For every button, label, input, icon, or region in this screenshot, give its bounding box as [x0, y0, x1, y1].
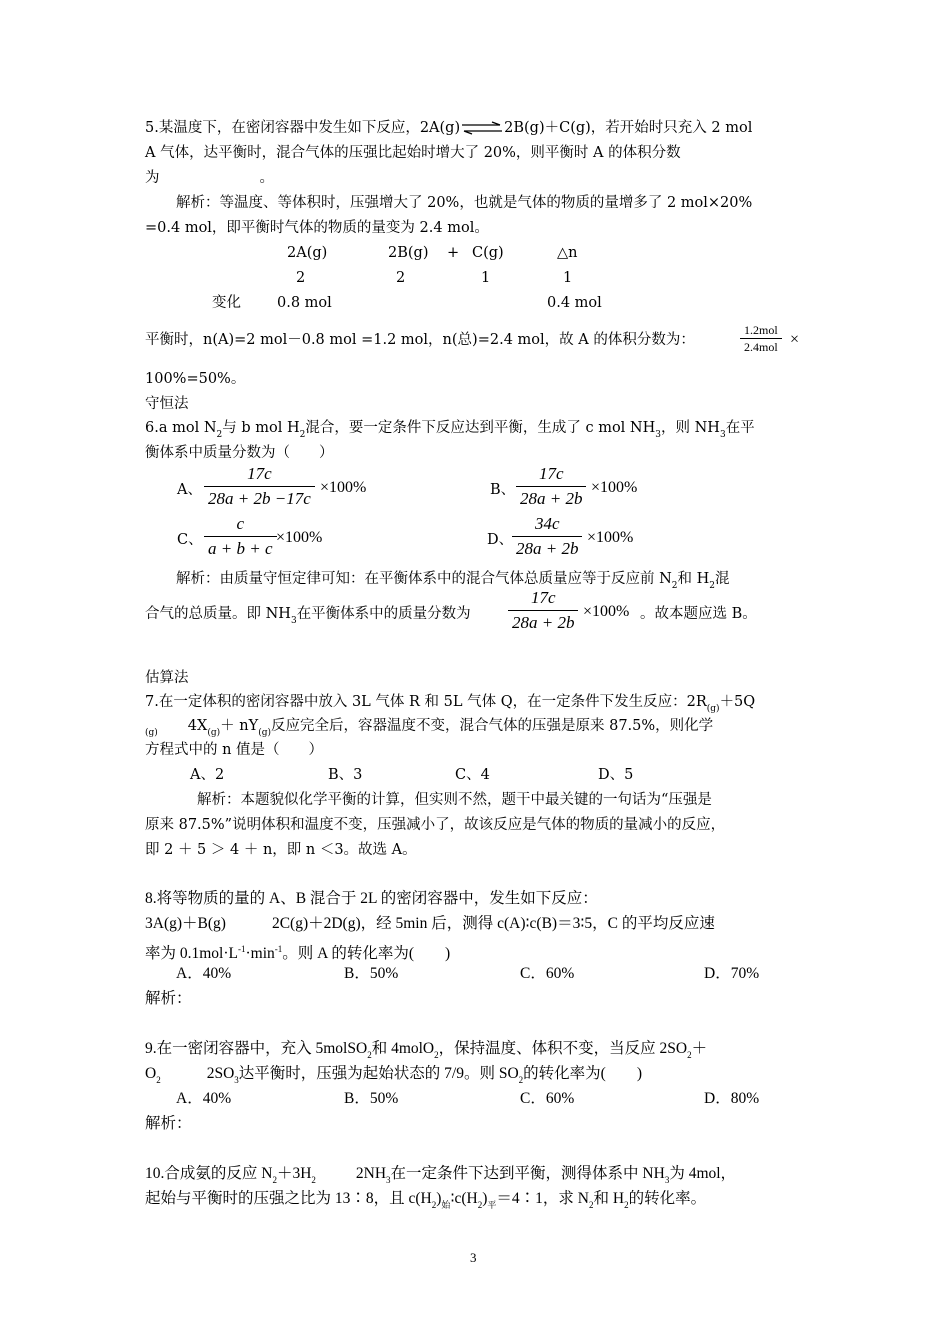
- q7-option-a: A、2: [190, 767, 225, 783]
- q5-answer-line2: =0.4 mol，即平衡时气体的物质的量变为 2.4 mol。: [145, 220, 489, 236]
- q7-option-c: C、4: [455, 767, 490, 783]
- q6-line1: 6.a mol $N_2$与 b mol $H_2$混合，要一定条件下反应达到平衡，生成了 c mol $NH_3$，则 $NH_3$在平: [145, 420, 755, 440]
- q5-answer-line4: 100%=50%。: [145, 371, 246, 387]
- fraction-denominator: 2.4mol: [740, 338, 782, 355]
- q7-answer-line3: 即 2 ＋ 5 ＞ 4 ＋ n，即 n ＜3。故选 A。: [145, 842, 417, 858]
- q5-table-r2c2: 2: [396, 270, 406, 286]
- q9-option-c: C．60%: [520, 1090, 575, 1107]
- q9-answer: 解析：: [145, 1115, 192, 1132]
- q7-answer-line2: 原来 87.5%”说明体积和温度不变，压强减小了，故该反应是气体的物质的量减小的反应，: [145, 817, 726, 833]
- q6-option-d-label: D、: [487, 532, 514, 548]
- section-estimate: 估算法: [145, 670, 189, 686]
- q5-table-r3c1: 变化: [212, 295, 241, 311]
- q5-line2: A 气体，达平衡时，混合气体的压强比起始时增大了 20%，则平衡时 A 的体积分数: [145, 145, 681, 161]
- q5-table-r2c1: 2: [296, 270, 306, 286]
- q7-line2: $_{(g)}$ $4X_{(g)}+ nY_{(g)}$反应完全后，容器温度不变，混合气体的压强是原来 87.5%，则化学: [145, 718, 714, 738]
- q9-line2: $O_2$ $2SO_3$达平衡时，压强为起始状态的 7/9。则 $SO_2$的转化率为( ): [145, 1065, 642, 1085]
- q6-answer-line2-b: 。故本题应选 B。: [640, 606, 757, 622]
- q6-option-c-fraction: $\frac{c}{a + b + c}$: [204, 512, 277, 561]
- q8-line2: 3A(g)＋B(g) 2C(g)＋2D(g)，经 5min 后，测得 c(A)∶c(B)＝3∶5，C 的平均反应速: [145, 915, 715, 932]
- q6-option-b-label: B、: [490, 482, 516, 498]
- q5-table-r3c2: 0.8 mol: [277, 295, 332, 311]
- q7-line3: 方程式中的 n 值是（ ）: [145, 742, 324, 758]
- q8-line1: 8.将等物质的量的 A、B 混合于 2L 的密闭容器中，发生如下反应：: [145, 890, 598, 907]
- q6-option-b-fraction: $\frac{17c}{28a + 2b}$: [516, 462, 586, 511]
- q8-answer: 解析：: [145, 990, 192, 1007]
- q7-line1: 7.在一定体积的密闭容器中放入 3L 气体 R 和 5L 气体 Q，在一定条件下发生反应：$2R_{(g)}+5Q$: [145, 694, 756, 714]
- q6-option-b-percent: ×100%: [591, 479, 638, 496]
- q6-answer-line1: 解析：由质量守恒定律可知：在平衡体系中的混合气体总质量应等于反应前 $N_2$和 $H_2$混: [176, 571, 730, 591]
- q5-table-r1c4: C(g): [472, 245, 504, 261]
- q5-table-r1c1: 2A(g): [287, 245, 328, 261]
- q7-option-d: D、5: [598, 767, 634, 783]
- q6-answer-line2-a: 合气的总质量。即 $NH_3$在平衡体系中的质量分数为: [145, 606, 471, 626]
- q6-option-a-percent: ×100%: [320, 479, 367, 496]
- q5-table-r1c2: 2B(g): [388, 245, 429, 261]
- q6-option-a-fraction: $\frac{17c}{28a + 2b -17c}$: [204, 462, 315, 511]
- q5-table-r2c3: 1: [481, 270, 491, 286]
- q5-table-r1c5: △n: [557, 245, 578, 261]
- q5-answer-line3: 平衡时，n(A)=2 mol－0.8 mol =1.2 mol，n(总)=2.4 mol，故 A 的体积分数为：: [145, 332, 695, 348]
- q5-line1: 5.某温度下，在密闭容器中发生如下反应，2A(g) 2B(g)＋C(g)，若开始时只充入 2 mol: [145, 120, 753, 136]
- q8-option-b: B．50%: [344, 965, 399, 982]
- section-conservation: 守恒法: [145, 396, 189, 412]
- q9-option-d: D．80%: [704, 1090, 760, 1107]
- q5-table-r1c3: +: [447, 245, 460, 261]
- q5-line3: 为 。: [145, 170, 274, 186]
- q10-line2: 起始与平衡时的压强之比为 13∶8，且 $c(H_2)_始∶c(H_2)_平=4∶1$，求 $N_2$和 $H_2$的转化率。: [145, 1190, 707, 1210]
- page-number: 3: [470, 1250, 477, 1265]
- q8-option-c: C．60%: [520, 965, 575, 982]
- q6-option-c-label: C、: [177, 532, 203, 548]
- q6-option-a-label: A、: [177, 482, 202, 498]
- q6-line2: 衡体系中质量分数为（ ）: [145, 445, 334, 461]
- q6-option-d-percent: ×100%: [587, 529, 634, 546]
- q6-option-c-percent: ×100%: [276, 529, 323, 546]
- q7-option-b: B、3: [328, 767, 363, 783]
- q8-option-a: A．40%: [176, 965, 232, 982]
- q6-answer-percent: ×100%: [583, 603, 630, 620]
- equilibrium-arrow-icon: [460, 121, 504, 135]
- q6-answer-fraction: $\frac{17c}{28a + 2b}$: [508, 586, 578, 635]
- q5-fraction: [740, 322, 782, 355]
- q7-answer-line1: 解析：本题貌似化学平衡的计算，但实则不然，题干中最关键的一句话为“压强是: [197, 792, 712, 808]
- q10-line1: 10.合成氨的反应 $N_2+3H_2$ $2NH_3$在一定条件下达到平衡，测得体系中 $NH_3$为 4mol，: [145, 1165, 737, 1185]
- q8-option-d: D．70%: [704, 965, 760, 982]
- q5-answer-line1: 解析：等温度、等体积时，压强增大了 20%，也就是气体的物质的量增多了 2 mol×20%: [176, 195, 753, 211]
- q5-table-r3c3: 0.4 mol: [547, 295, 602, 311]
- q5-table-r2c4: 1: [563, 270, 573, 286]
- fraction-numerator: 1.2mol: [744, 323, 778, 337]
- q9-option-b: B．50%: [344, 1090, 399, 1107]
- q8-line3: 率为 $0.1mol\cdot L^{-1}\cdot\min^{-1}$。则 A 的转化率为( ): [145, 944, 451, 962]
- q9-line1: 9.在一密闭容器中，充入 5molSO$_2$和 4molO$_2$，保持温度、体积不变，当反应 $2SO_2+$: [145, 1040, 708, 1060]
- q6-option-d-fraction: $\frac{34c}{28a + 2b}$: [512, 512, 582, 561]
- q9-option-a: A．40%: [176, 1090, 232, 1107]
- times-sign: ×: [790, 331, 800, 348]
